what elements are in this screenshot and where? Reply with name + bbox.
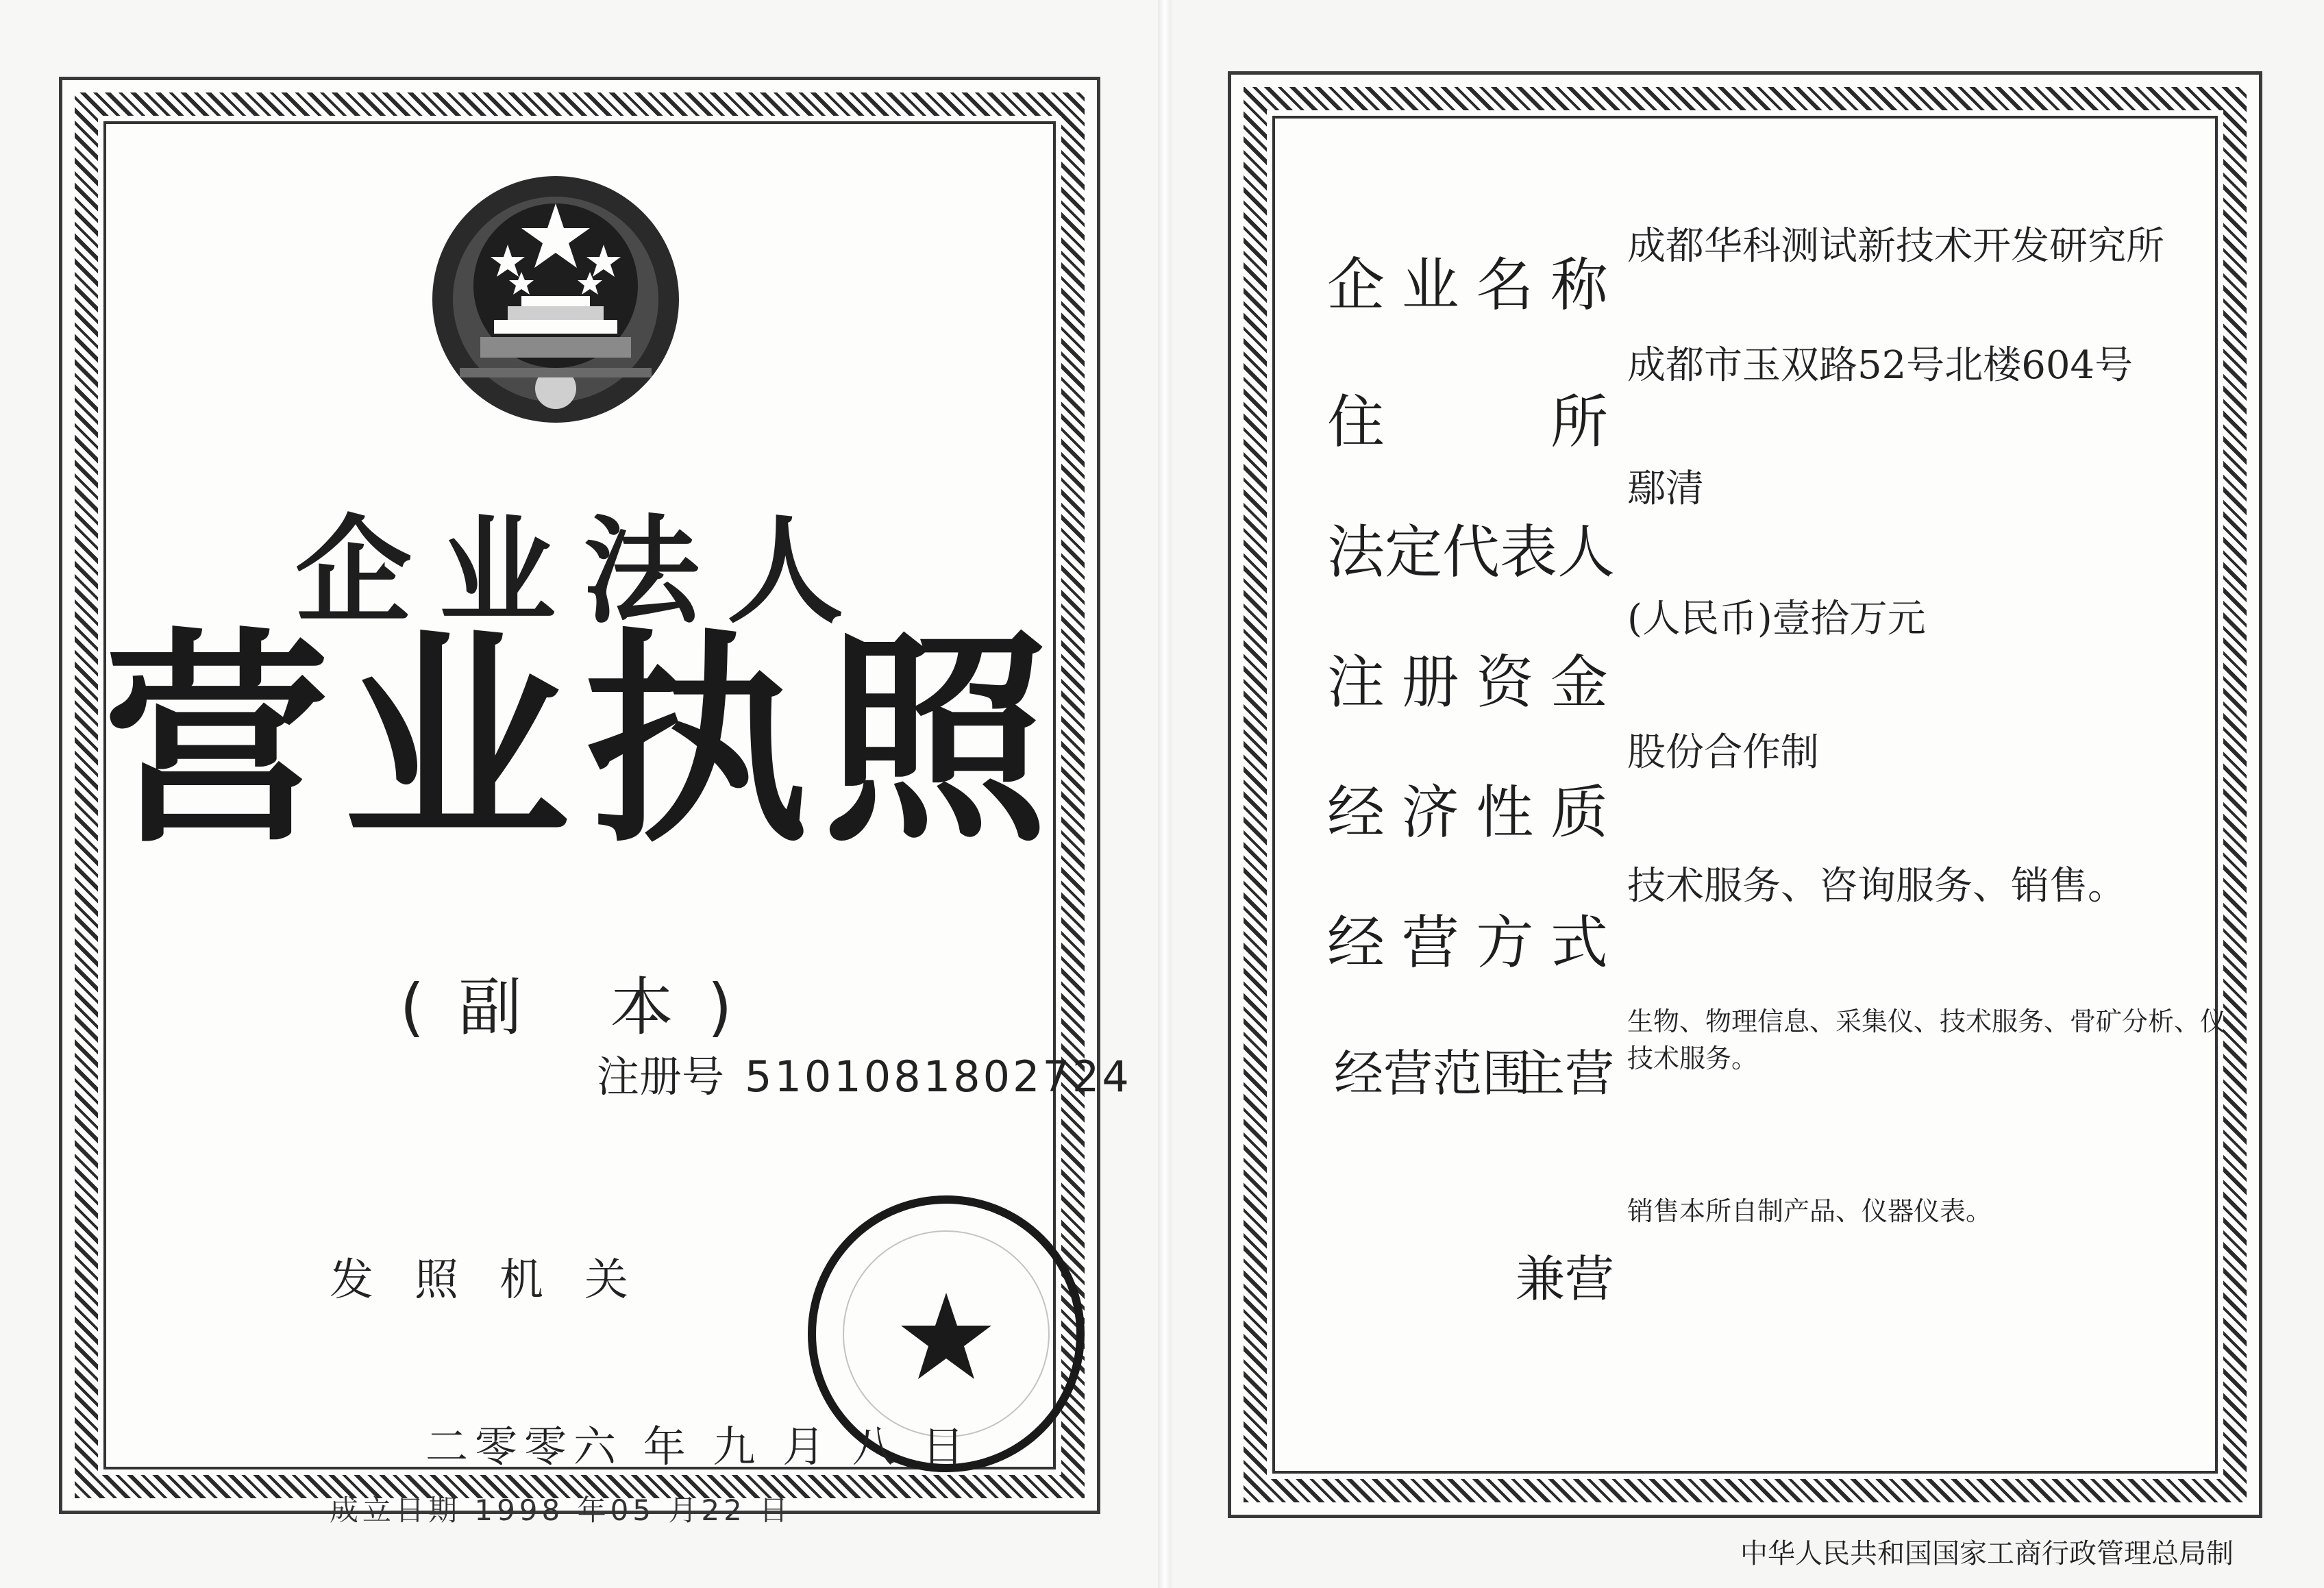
field-value-legal-representative: 鄢清 [1627,467,1704,511]
field-label-economic-nature: 经 济 性 质 [1327,779,1608,846]
national-emblem-icon [419,162,693,436]
field-value-registered-capital: (人民币)壹拾万元 [1627,597,1926,641]
field-label-company-name: 企 业 名 称 [1327,251,1608,319]
issuing-authority-footer: 中华人民共和国国家工商行政管理总局制 [1740,1538,2234,1570]
main-business-value: 生物、物理信息、采集仪、技术服务、骨矿分析、仪技术服务。 [1627,1006,2227,1074]
main-business-label: 主营 [1516,1045,1615,1102]
field-value-address: 成都市玉双路52号北楼604号 [1627,343,2134,388]
license-title-small: 企业法人 [295,504,871,640]
license-title-big: 营业执照 [103,610,1063,873]
field-label-business-mode: 经 营 方 式 [1327,909,1608,976]
issuer-label: 发照机关 [330,1255,669,1306]
field-value-economic-nature: 股份合作制 [1627,730,1819,775]
field-value-company-name: 成都华科测试新技术开发研究所 [1627,224,2164,269]
registration-label: 注册号 [597,1052,725,1102]
field-label-address: 住 所 [1327,388,1608,456]
established-date: 成立日期 1998 年05 月22 日 [330,1493,793,1527]
registration-row [597,1043,1132,1104]
field-label-registered-capital: 注 册 资 金 [1327,649,1608,716]
field-label-legal-representative: 法 定 代 表 人 [1327,519,1616,586]
secondary-business-label: 兼营 [1516,1250,1615,1308]
registration-number: 5101081802724 [745,1052,1132,1102]
page-gutter [1158,0,1172,1588]
issue-date: 二零零六 年 九 月 八 日 [425,1422,972,1472]
copy-label: (副 本) [399,971,767,1044]
field-value-business-mode: 技术服务、咨询服务、销售。 [1627,864,2126,908]
license-cover-page [59,77,1132,1527]
secondary-business-value: 销售本所自制产品、仪器仪表。 [1627,1196,1992,1226]
license-details-page [1228,71,2262,1518]
business-scope-label: 经营范围 [1334,1045,1532,1102]
